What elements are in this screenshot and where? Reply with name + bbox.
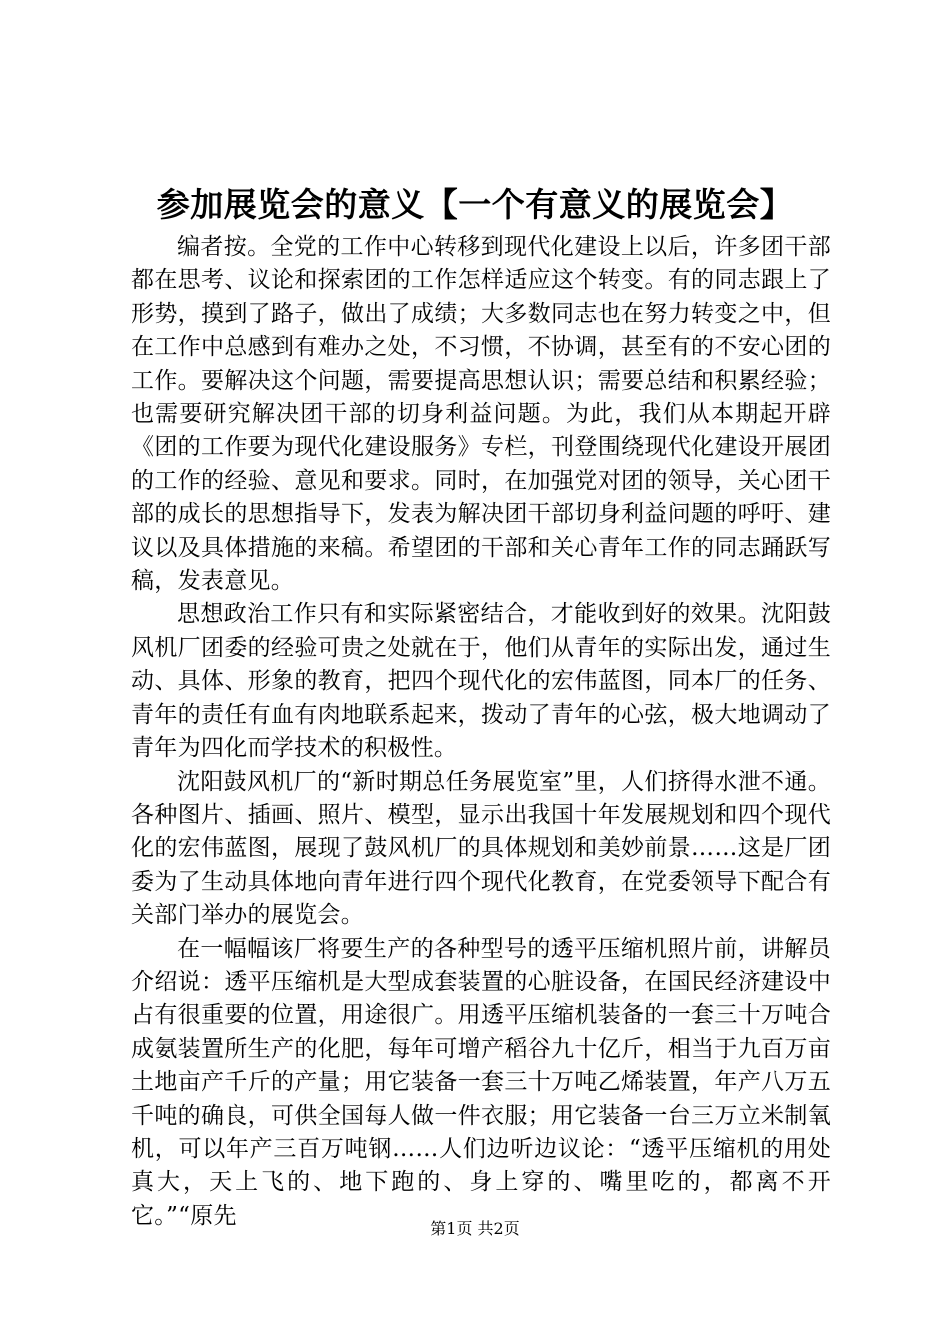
document-body	[131, 231, 831, 1233]
paragraph-turbo-compressor: 在一幅幅该厂将要生产的各种型号的透平压缩机照片前，讲解员介绍说：透平压缩机是大型成套装置的心脏设备，在国民经济建设中占有很重要的位置，用途很广。用透平压缩机装备的一套三十万吨合成氨装置所生产的化肥，每年可增产稻谷九十亿斤，相当于九百万亩土地亩产千斤的产量；用它装备一套三十万吨乙烯装置，年产八万五千吨的确良，可供全国每人做一件衣服；用它装备一台三万立米制氧机，可以年产三百万吨钢……人们边听边议论：“透平压缩机的用处真大，天上飞的、地下跑的、身上穿的、嘴里吃的，都离不开它。”“原先	[131, 935, 831, 1229]
page-footer: 第1页 共2页	[430, 1219, 520, 1238]
paragraph-editor-note: 编者按。全党的工作中心转移到现代化建设上以后，许多团干部都在思考、议论和探索团的工作怎样适应这个转变。有的同志跟上了形势，摸到了路子，做出了成绩；大多数同志也在努力转变之中，但在工作中总感到有难办之处，不习惯，不协调，甚至有的不安心团的工作。要解决这个问题，需要提高思想认识；需要总结和积累经验；也需要研究解决团干部的切身利益问题。为此，我们从本期起开辟《团的工作要为现代化建设服务》专栏，刊登围绕现代化建设开展团的工作的经验、意见和要求。同时，在加强党对团的领导，关心团干部的成长的思想指导下，发表为解决团干部切身利益问题的呼吁、建议以及具体措施的来稿。希望团的干部和关心青年工作的同志踊跃写稿，发表意见。	[131, 234, 831, 595]
document-title: 参加展览会的意义【一个有意义的展览会】	[156, 185, 794, 224]
paragraph-political-work: 思想政治工作只有和实际紧密结合，才能收到好的效果。沈阳鼓风机厂团委的经验可贵之处就在于，他们从青年的实际出发，通过生动、具体、形象的教育，把四个现代化的宏伟蓝图，同本厂的任务、青年的责任有血有肉地联系起来，拨动了青年的心弦，极大地调动了青年为四化而学技术的积极性。	[131, 601, 831, 762]
paragraph-exhibition-room: 沈阳鼓风机厂的“新时期总任务展览室”里，人们挤得水泄不通。各种图片、插画、照片、模型，显示出我国十年发展规划和四个现代化的宏伟蓝图，展现了鼓风机厂的具体规划和美妙前景……这是厂团委为了生动具体地向青年进行四个现代化教育，在党委领导下配合有关部门举办的展览会。	[131, 768, 831, 929]
